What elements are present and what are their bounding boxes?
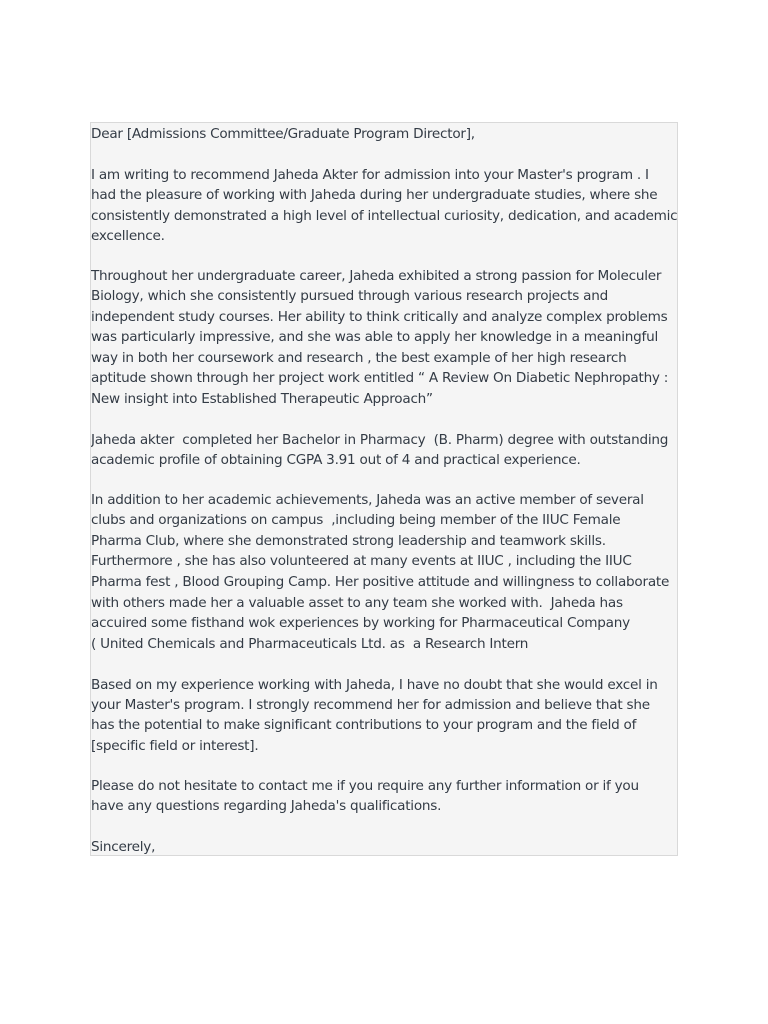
recommendation-letter [90,122,678,856]
paragraph-3-line: academic profile of obtaining CGPA 3.91 out of 4 and practical experience. [91,452,581,468]
paragraph-4-line: Pharma fest , Blood Grouping Camp. Her positive attitude and willingness to collaborate [91,574,670,590]
paragraph-5-line: [specific field or interest]. [91,738,259,754]
paragraph-4-line: accuired some fisthand wok experiences by working for Pharmaceutical Company [91,615,630,631]
paragraph-2-line: Biology, which she consistently pursued through various research projects and [91,288,608,304]
paragraph-3-line: Jaheda akter completed her Bachelor in Pharmacy (B. Pharm) degree with outstanding [91,432,669,448]
paragraph-2-line: aptitude shown through her project work entitled “ A Review On Diabetic Nephropathy : [91,370,669,386]
paragraph-1-line: I am writing to recommend Jaheda Akter for admission into your Master's program . I [91,167,649,183]
paragraph-5-line: has the potential to make significant contributions to your program and the field of [91,717,637,733]
letter-greeting: Dear [Admissions Committee/Graduate Program Director], [91,126,475,142]
paragraph-4-line: clubs and organizations on campus ,including being member of the IIUC Female [91,512,621,528]
paragraph-2-line: way in both her coursework and research , the best example of her high research [91,350,627,366]
paragraph-2-line: independent study courses. Her ability to think critically and analyze complex problems [91,309,668,325]
paragraph-4-line: with others made her a valuable asset to any team she worked with. Jaheda has [91,595,623,611]
paragraph-5-line: your Master's program. I strongly recommend her for admission and believe that she [91,697,650,713]
paragraph-6-line: Please do not hesitate to contact me if you require any further information or if you [91,778,639,794]
paragraph-2-line: Throughout her undergraduate career, Jaheda exhibited a strong passion for Moleculer [91,268,662,284]
paragraph-1-line: consistently demonstrated a high level of intellectual curiosity, dedication, and academic [91,208,678,224]
paragraph-2-line: was particularly impressive, and she was able to apply her knowledge in a meaningful [91,329,658,345]
paragraph-1-line: had the pleasure of working with Jaheda during her undergraduate studies, where she [91,187,658,203]
letter-closing: Sincerely, [91,839,156,855]
paragraph-1-line: excellence. [91,228,165,244]
paragraph-6-line: have any questions regarding Jaheda's qualifications. [91,798,442,814]
paragraph-2-line: New insight into Established Therapeutic Approach” [91,391,433,407]
paragraph-5-line: Based on my experience working with Jaheda, I have no doubt that she would excel in [91,677,658,693]
paragraph-4-line: Furthermore , she has also volunteered at many events at IIUC , including the IIUC [91,553,632,569]
paragraph-4-line: In addition to her academic achievements, Jaheda was an active member of several [91,492,644,508]
paragraph-4-line: ( United Chemicals and Pharmaceuticals Ltd. as a Research Intern [91,636,529,652]
paragraph-4-line: Pharma Club, where she demonstrated strong leadership and teamwork skills. [91,533,606,549]
